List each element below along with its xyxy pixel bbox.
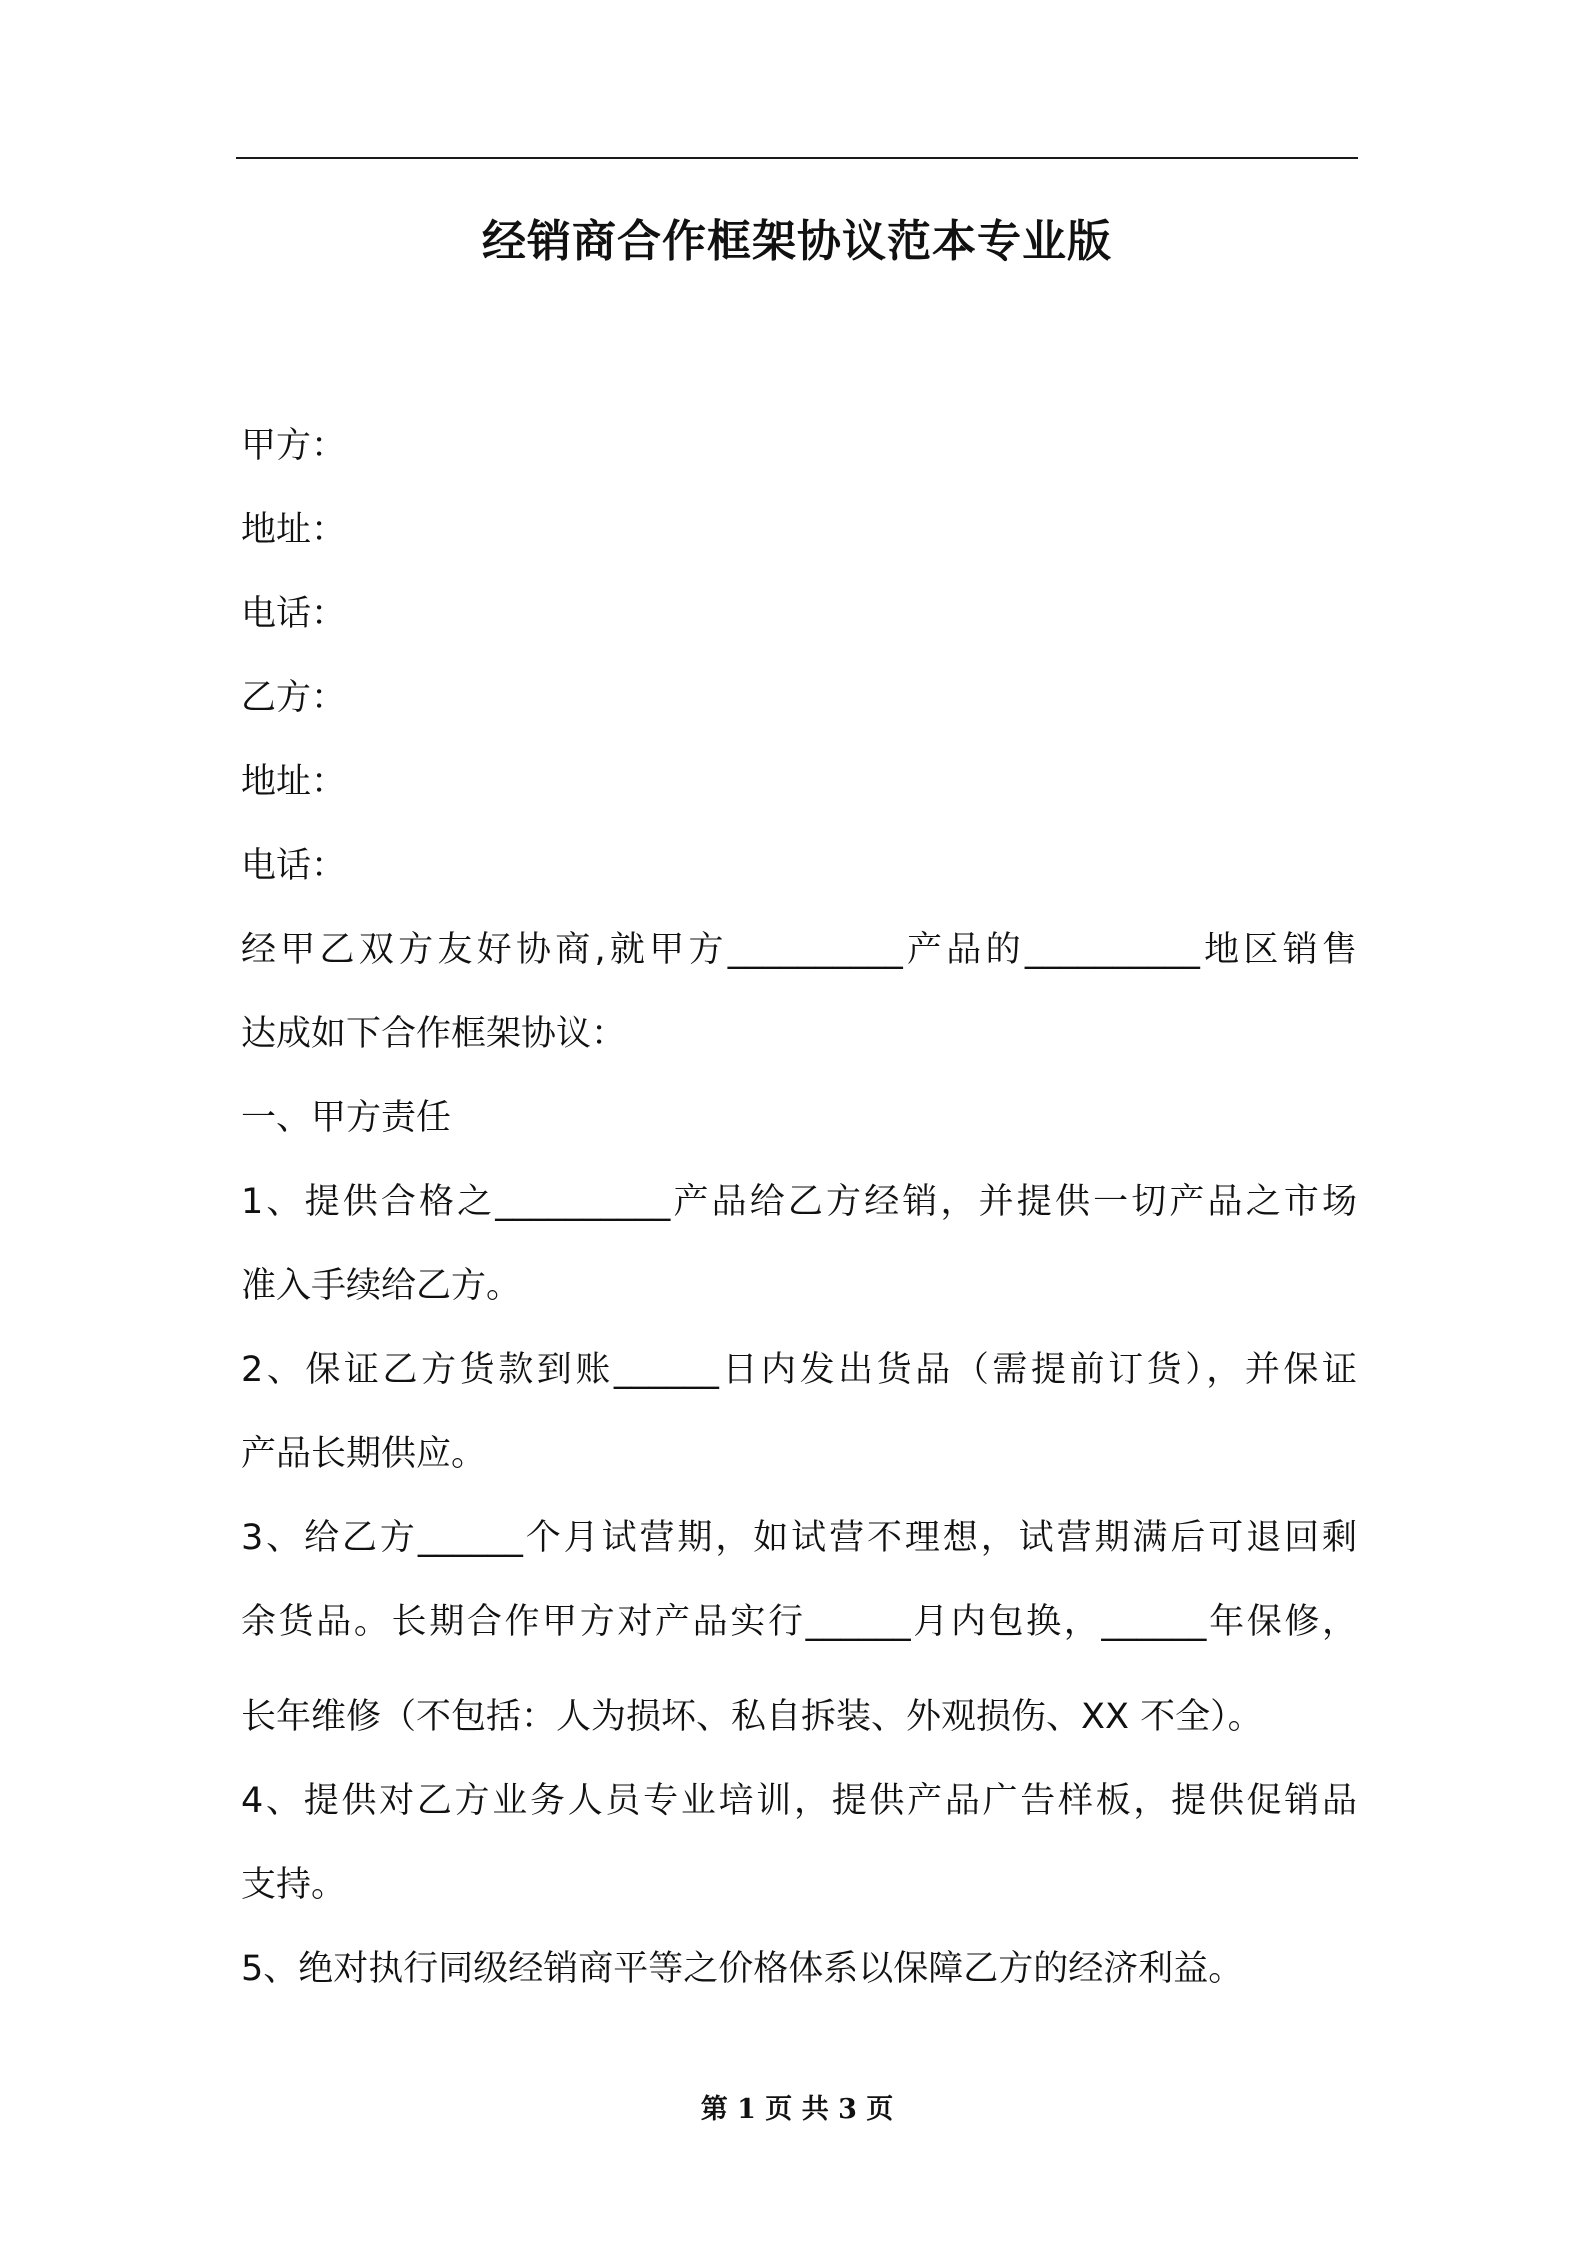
clause-line: 准入手续给乙方。 xyxy=(241,1266,522,1306)
clause-line: 余货品。长期合作甲方对产品实行______月内包换，______年保修， xyxy=(241,1602,1357,1642)
party-b-address-line: 地址： xyxy=(241,762,347,802)
document-title: 经销商合作框架协议范本专业版 xyxy=(482,216,1112,267)
clause-line: 5、绝对执行同级经销商平等之价格体系以保障乙方的经济利益。 xyxy=(241,1949,1244,1989)
clause-line: 4、提供对乙方业务人员专业培训，提供产品广告样板，提供促销品 xyxy=(241,1781,1357,1821)
clause-line: 1、提供合格之__________产品给乙方经销，并提供一切产品之市场 xyxy=(241,1182,1357,1222)
party-b-line: 乙方： xyxy=(241,678,347,718)
preamble-line: 经甲乙双方友好协商,就甲方__________产品的__________地区销售 xyxy=(241,930,1357,970)
preamble-line: 达成如下合作框架协议： xyxy=(241,1014,627,1054)
party-a-line: 甲方： xyxy=(241,426,347,466)
page-number: 第 1 页 共 3 页 xyxy=(700,2094,894,2125)
party-b-phone-line: 电话： xyxy=(241,846,347,886)
clause-line: 3、给乙方______个月试营期，如试营不理想，试营期满后可退回剩 xyxy=(241,1518,1357,1558)
party-a-phone-line: 电话： xyxy=(241,594,347,634)
party-a-address-line: 地址： xyxy=(241,510,347,550)
section-heading: 一、甲方责任 xyxy=(241,1098,452,1138)
header-rule xyxy=(236,157,1358,159)
clause-line: 2、保证乙方货款到账______日内发出货品（需提前订货），并保证 xyxy=(241,1350,1357,1390)
clause-line: 支持。 xyxy=(241,1865,347,1905)
clause-line: 产品长期供应。 xyxy=(241,1434,487,1474)
document-body xyxy=(241,404,1357,2011)
clause-line: 长年维修（不包括：人为损坏、私自拆装、外观损伤、XX 不全）。 xyxy=(241,1697,1263,1737)
